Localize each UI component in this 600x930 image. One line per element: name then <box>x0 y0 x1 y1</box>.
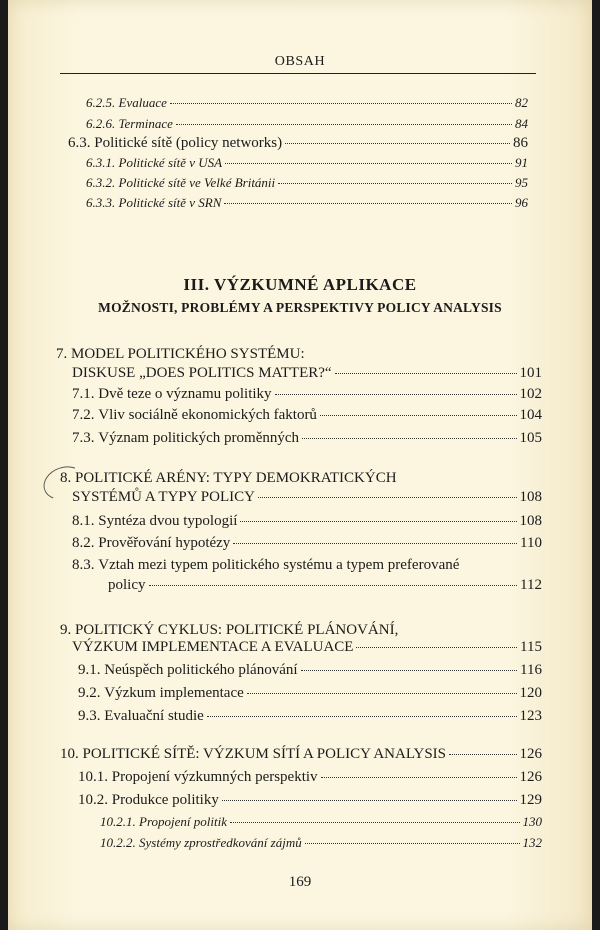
toc-entry: 6.3.3. Politické sítě v SRN 96 <box>86 195 528 210</box>
toc-entry-line: 8.3. Vztah mezi typem politického systému a typem preferované <box>72 557 460 573</box>
toc-entry: 9.1. Neúspěch politického plánování 116 <box>78 662 542 678</box>
page-number: 169 <box>288 874 312 890</box>
toc-entry: 10.2.1. Propojení politik 130 <box>100 814 542 829</box>
part-subtitle: MOŽNOSTI, PROBLÉMY A PERSPEKTIVY POLICY ANALYSIS <box>98 300 502 315</box>
chapter-title: 7. MODEL POLITICKÉHO SYSTÉMU: <box>56 346 305 362</box>
toc-entry: VÝZKUM IMPLEMENTACE A EVALUACE 115 <box>72 639 542 655</box>
toc-entry: SYSTÉMŮ A TYPY POLICY 108 <box>72 489 542 505</box>
toc-entry: 9.3. Evaluační studie 123 <box>78 708 542 724</box>
page-header: OBSAH <box>274 54 326 69</box>
toc-entry: 10. POLITICKÉ SÍTĚ: VÝZKUM SÍTÍ A POLICY ANALYSIS 126 <box>60 746 542 762</box>
toc-entry: 6.2.5. Evaluace 82 <box>86 95 528 110</box>
toc-entry: 6.2.6. Terminace 84 <box>86 116 528 131</box>
toc-entry: DISKUSE „DOES POLITICS MATTER?“ 101 <box>72 365 542 381</box>
chapter-title: 9. POLITICKÝ CYKLUS: POLITICKÉ PLÁNOVÁNÍ, <box>60 622 399 638</box>
toc-entry: 8.2. Prověřování hypotézy 110 <box>72 535 542 551</box>
toc-entry: 10.2. Produkce politiky 129 <box>78 792 542 808</box>
chapter-title: 8. POLITICKÉ ARÉNY: TYPY DEMOKRATICKÝCH <box>60 470 397 486</box>
toc-entry: 6.3. Politické sítě (policy networks) 86 <box>68 135 528 151</box>
part-title: III. VÝZKUMNÉ APLIKACE <box>183 275 417 294</box>
header-rule <box>60 73 536 74</box>
toc-entry: 10.2.2. Systémy zprostředkování zájmů 132 <box>100 835 542 850</box>
toc-entry: 9.2. Výzkum implementace 120 <box>78 685 542 701</box>
toc-entry: 8.1. Syntéza dvou typologií 108 <box>72 513 542 529</box>
toc-entry: policy 112 <box>108 577 542 593</box>
toc-entry: 10.1. Propojení výzkumných perspektiv 126 <box>78 769 542 785</box>
toc-entry: 7.3. Význam politických proměnných 105 <box>72 430 542 446</box>
toc-entry: 6.3.1. Politické sítě v USA 91 <box>86 155 528 170</box>
toc-entry: 7.2. Vliv sociálně ekonomických faktorů 104 <box>72 407 542 423</box>
book-page <box>8 0 592 930</box>
toc-entry: 7.1. Dvě teze o významu politiky 102 <box>72 386 542 402</box>
toc-entry: 6.3.2. Politické sítě ve Velké Británii 95 <box>86 175 528 190</box>
